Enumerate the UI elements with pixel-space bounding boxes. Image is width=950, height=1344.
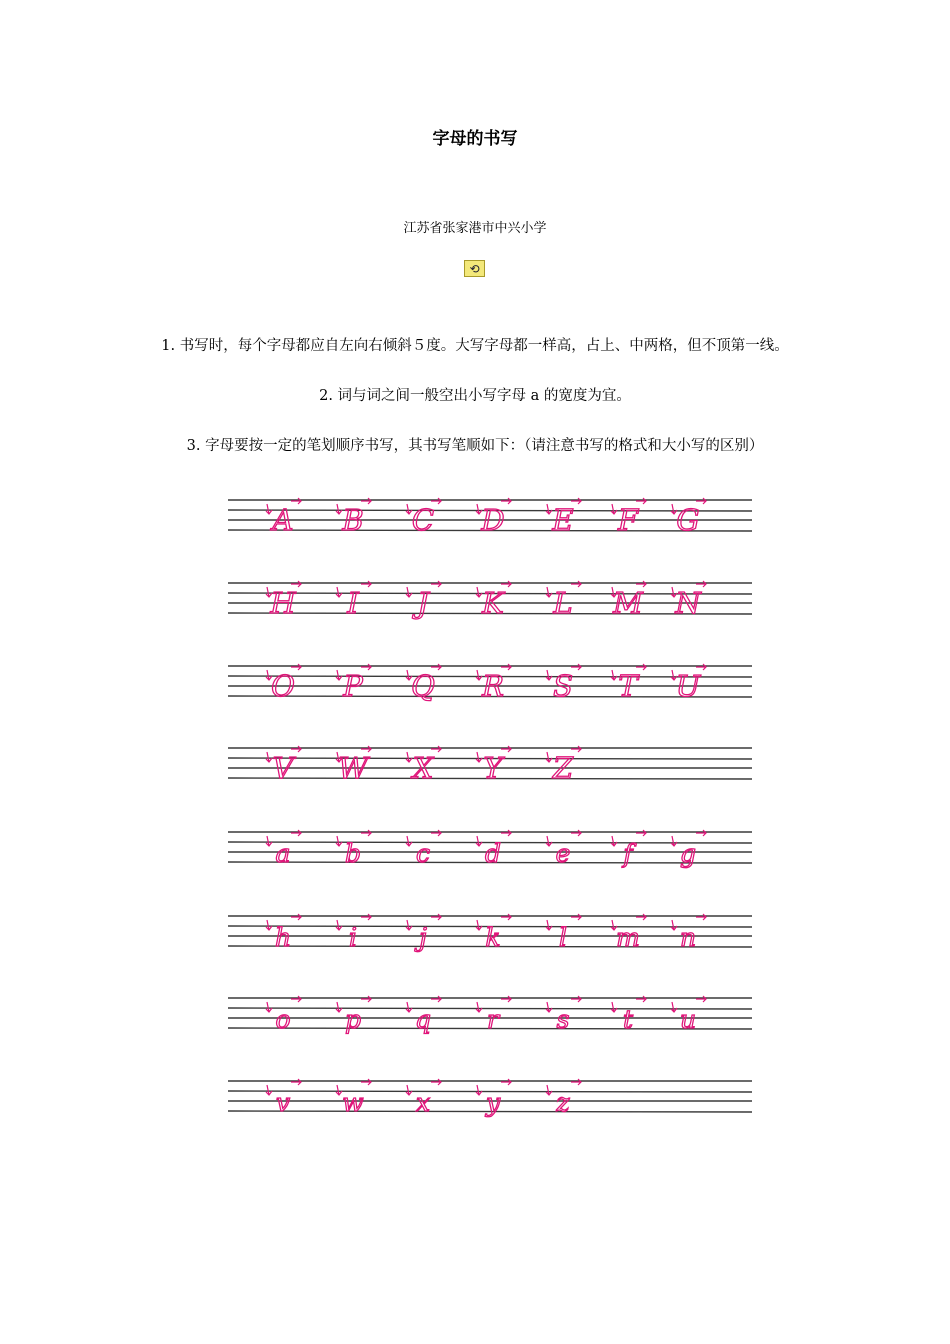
stroke-order-arrow-icon: [266, 836, 272, 846]
letter-row-3: [228, 664, 752, 703]
stroke-direction-arrow-icon: [571, 1079, 581, 1085]
handwritten-letter: A: [272, 503, 294, 537]
handwritten-letter: V: [272, 751, 294, 785]
handwritten-letter: Q: [411, 669, 435, 703]
handwritten-letter: L: [553, 586, 573, 620]
handwritten-letter: t: [622, 1005, 634, 1034]
handwritten-letter: D: [481, 503, 505, 537]
letter-row-5: [228, 830, 752, 868]
stroke-direction-arrow-icon: [361, 830, 371, 836]
handwritten-letter: P: [343, 669, 363, 703]
handwritten-letter: v: [275, 1088, 291, 1117]
stroke-order-arrow-icon: [476, 752, 482, 762]
stroke-direction-arrow-icon: [571, 830, 581, 836]
paragraph-2: 2. 词与词之间一般空出小写字母 a 的宽度为宜。: [319, 388, 631, 404]
handwritten-letter: c: [415, 839, 431, 868]
paragraph-1: 1. 书写时，每个字母都应自左向右倾斜５度。大写字母都一样高，占上、中两格，但不顶第一线。: [161, 338, 789, 354]
page-title: 字母的书写: [432, 129, 518, 149]
stroke-direction-arrow-icon: [291, 996, 301, 1002]
handwritten-letter: G: [676, 503, 700, 537]
handwritten-letter: b: [344, 839, 362, 868]
handwritten-letter: Y: [483, 751, 503, 785]
stroke-order-arrow-icon: [476, 587, 482, 597]
stroke-direction-arrow-icon: [501, 914, 511, 920]
stroke-order-arrow-icon: [336, 1085, 342, 1095]
handwritten-letter: i: [349, 923, 357, 952]
handwritten-letter: s: [556, 1005, 570, 1034]
letter-row-2: [228, 581, 752, 620]
handwritten-letter: j: [419, 923, 427, 952]
letter-row-1: [228, 498, 752, 537]
stroke-order-arrow-icon: [546, 587, 552, 597]
stroke-direction-arrow-icon: [696, 830, 706, 836]
handwritten-letter: O: [271, 669, 295, 703]
stroke-direction-arrow-icon: [431, 1079, 441, 1085]
stroke-direction-arrow-icon: [291, 914, 301, 920]
stroke-order-arrow-icon: [611, 836, 617, 846]
handwritten-letter: e: [555, 839, 571, 868]
stroke-order-arrow-icon: [611, 1002, 617, 1012]
handwritten-letter: E: [552, 503, 574, 537]
stroke-order-arrow-icon: [546, 752, 552, 762]
handwritten-letter: W: [338, 751, 368, 785]
letter-row-8: [228, 1079, 752, 1117]
handwritten-letter: J: [417, 586, 429, 620]
stroke-direction-arrow-icon: [431, 996, 441, 1002]
stroke-order-arrow-icon: [476, 836, 482, 846]
stroke-direction-arrow-icon: [361, 996, 371, 1002]
stroke-order-arrow-icon: [336, 1002, 342, 1012]
stroke-order-arrow-icon: [671, 1002, 677, 1012]
handwritten-letter: U: [675, 669, 701, 703]
handwritten-letter: o: [275, 1005, 291, 1034]
stroke-order-arrow-icon: [406, 1085, 412, 1095]
stroke-direction-arrow-icon: [501, 1079, 511, 1085]
handwritten-letter: u: [679, 1005, 697, 1034]
handwritten-letter: S: [553, 669, 573, 703]
handwritten-letter: X: [412, 751, 434, 785]
handwritten-letter: d: [484, 839, 502, 868]
letter-row-7: [228, 996, 752, 1034]
handwritten-letter: p: [344, 1005, 362, 1034]
stroke-direction-arrow-icon: [361, 914, 371, 920]
stroke-direction-arrow-icon: [636, 830, 646, 836]
stroke-order-arrow-icon: [476, 1085, 482, 1095]
stroke-direction-arrow-icon: [571, 996, 581, 1002]
stroke-order-arrow-icon: [476, 1002, 482, 1012]
stroke-order-arrow-icon: [336, 670, 342, 680]
handwritten-letter: K: [482, 586, 504, 620]
stroke-order-arrow-icon: [266, 1085, 272, 1095]
stroke-direction-arrow-icon: [431, 830, 441, 836]
handwritten-letter: x: [415, 1088, 431, 1117]
handwriting-sheet: [228, 486, 752, 1136]
handwritten-letter: w: [342, 1088, 364, 1117]
stroke-order-arrow-icon: [266, 920, 272, 930]
stroke-direction-arrow-icon: [696, 996, 706, 1002]
letter-row-6: [228, 914, 752, 952]
handwritten-letter: a: [275, 839, 291, 868]
handwritten-letter: l: [559, 923, 567, 952]
stroke-order-arrow-icon: [266, 504, 272, 514]
stroke-direction-arrow-icon: [501, 996, 511, 1002]
stroke-order-arrow-icon: [336, 587, 342, 597]
handwritten-letter: h: [274, 923, 292, 952]
handwritten-letter: F: [617, 503, 639, 537]
stroke-direction-arrow-icon: [696, 914, 706, 920]
stroke-order-arrow-icon: [671, 920, 677, 930]
stroke-order-arrow-icon: [266, 752, 272, 762]
handwritten-letter: Z: [552, 751, 574, 785]
stroke-order-arrow-icon: [336, 920, 342, 930]
stroke-order-arrow-icon: [546, 1085, 552, 1095]
handwritten-letter: r: [487, 1005, 499, 1034]
handwritten-letter: H: [270, 586, 296, 620]
stroke-order-arrow-icon: [611, 670, 617, 680]
handwritten-letter: n: [679, 923, 697, 952]
handwritten-letter: C: [411, 503, 435, 537]
stroke-direction-arrow-icon: [431, 581, 441, 587]
stroke-order-arrow-icon: [406, 836, 412, 846]
handwritten-letter: R: [482, 669, 504, 703]
stroke-order-arrow-icon: [671, 836, 677, 846]
stroke-order-arrow-icon: [546, 670, 552, 680]
handwritten-letter: B: [342, 503, 364, 537]
stroke-direction-arrow-icon: [636, 914, 646, 920]
handwritten-letter: N: [675, 586, 701, 620]
handwritten-letter: g: [679, 839, 697, 868]
stroke-order-arrow-icon: [406, 752, 412, 762]
stroke-order-arrow-icon: [336, 504, 342, 514]
letter-row-4: [228, 746, 752, 785]
stroke-order-arrow-icon: [546, 920, 552, 930]
stroke-direction-arrow-icon: [571, 914, 581, 920]
handwritten-letter: k: [485, 923, 501, 952]
stroke-direction-arrow-icon: [636, 996, 646, 1002]
stroke-order-arrow-icon: [546, 836, 552, 846]
stroke-order-arrow-icon: [406, 920, 412, 930]
handwritten-letter: f: [623, 839, 633, 868]
handwritten-letter: m: [616, 923, 640, 952]
stroke-direction-arrow-icon: [501, 830, 511, 836]
stroke-order-arrow-icon: [476, 920, 482, 930]
stroke-direction-arrow-icon: [361, 581, 371, 587]
handwritten-letter: T: [618, 669, 638, 703]
stroke-direction-arrow-icon: [431, 914, 441, 920]
stroke-order-arrow-icon: [266, 1002, 272, 1012]
handwritten-letter: q: [414, 1005, 432, 1034]
stroke-order-arrow-icon: [611, 504, 617, 514]
handwritten-letter: M: [613, 586, 643, 620]
handwritten-letter: I: [347, 586, 359, 620]
handwritten-letter: y: [485, 1088, 501, 1117]
stroke-direction-arrow-icon: [361, 1079, 371, 1085]
handwritten-letter: z: [556, 1088, 570, 1117]
author-line: 江苏省张家港市中兴小学: [403, 221, 547, 236]
stroke-order-arrow-icon: [546, 1002, 552, 1012]
stroke-order-arrow-icon: [406, 587, 412, 597]
paragraph-3: 3. 字母要按一定的笔划顺序书写，其书写笔顺如下：（请注意书写的格式和大小写的区别）: [186, 438, 764, 454]
rotate-icon[interactable]: ⟲: [464, 260, 485, 277]
stroke-direction-arrow-icon: [291, 830, 301, 836]
stroke-order-arrow-icon: [406, 1002, 412, 1012]
four-line-grid: [228, 486, 752, 1136]
stroke-order-arrow-icon: [336, 836, 342, 846]
stroke-order-arrow-icon: [546, 504, 552, 514]
stroke-direction-arrow-icon: [291, 1079, 301, 1085]
